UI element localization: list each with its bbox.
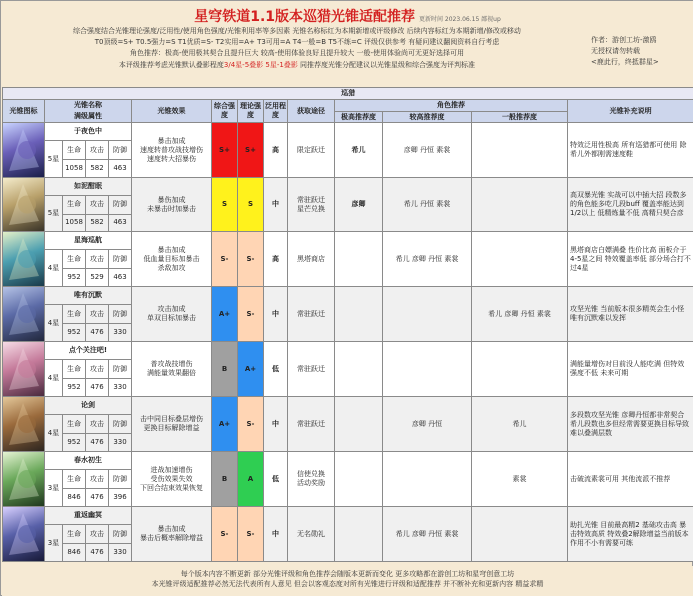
very-high-roles [335, 397, 383, 452]
table-row [3, 342, 693, 360]
normal-roles: 素裳 [472, 452, 568, 507]
col-attr: 满级属性 [45, 112, 132, 123]
lightcone-icon [3, 178, 45, 232]
intro-line-4-tail: 同推荐度光锥分配建议以光锥星级和综合强度为评判标准 [297, 60, 476, 69]
lightcone-note: 满能量增伤对目前没人能吃满 但特效强度不低 未来可期 [568, 342, 693, 397]
def-label: 防御 [109, 470, 132, 489]
very-high-roles [335, 452, 383, 507]
source: 限定跃迁 [288, 123, 335, 178]
section-title: 巡猎 [3, 88, 693, 100]
star-rank: 5星 [45, 196, 63, 232]
normal-roles: 希儿 彦卿 丹恒 素裳 [472, 287, 568, 342]
lightcone-table [2, 87, 693, 562]
lightcone-name: 春水初生 [45, 452, 132, 470]
lightcone-name: 如泥酣眠 [45, 178, 132, 196]
lightcone-name: 论剑 [45, 397, 132, 415]
hp-label: 生命 [63, 470, 86, 489]
atk-value: 476 [86, 324, 109, 342]
lightcone-icon [3, 507, 45, 562]
atk-label: 攻击 [86, 141, 109, 160]
effect-line: 速度转大招暴伤 [147, 154, 196, 163]
footer-line-1: 每个版本内容不断更新 部分光锥评级和角色推荐会随版本更新而变化 更多攻略都在游创工坊和星穹创意工坊 [180, 570, 515, 578]
lightcone-note: 多段数攻坚光锥 彦卿丹恒都非常契合 希儿段数也多但经常需要更换目标导致难以叠满层数 [568, 397, 693, 452]
def-value: 463 [109, 160, 132, 178]
very-high-roles: 彦卿 [335, 178, 383, 232]
very-high-roles [335, 507, 383, 562]
normal-roles [472, 507, 568, 562]
high-roles: 彦卿 丹恒 [383, 397, 472, 452]
lightcone-effect [132, 507, 212, 562]
effect-line: 下回合结束效果恢复 [140, 483, 203, 492]
col-name: 光锥名称 [45, 100, 132, 112]
col-overall: 综合强度 [212, 100, 238, 123]
source: 常驻跃迁 [288, 397, 335, 452]
very-high-roles [335, 287, 383, 342]
atk-label: 攻击 [86, 470, 109, 489]
lightcone-icon [3, 342, 45, 397]
lightcone-art [3, 232, 44, 286]
overall-grade: B [212, 342, 238, 397]
intro-line-2: T0顶级=S+ T0.5强力=S T1优质=S- T2实用=A+ T3可用=A T4一般=B T5不练=C 评级仅供参考 有疑问建议翻阅资料自行考虑 [94, 38, 500, 47]
lightcone-icon [3, 232, 45, 287]
hp-value: 1058 [63, 214, 86, 232]
lightcone-art-icon [3, 287, 44, 341]
usage-level: 高 [264, 232, 288, 287]
hp-value: 846 [63, 489, 86, 507]
effect-line: 进战加速增伤 [150, 465, 193, 474]
hp-value: 952 [63, 324, 86, 342]
col-roles: 角色推荐 [335, 100, 568, 112]
table-row [3, 123, 693, 141]
theory-grade: S- [238, 232, 264, 287]
def-value: 330 [109, 434, 132, 452]
intro-line-4-red: 3/4星-5叠影 5星-1叠影 [223, 60, 298, 69]
lightcone-art [3, 287, 44, 341]
lightcone-art [3, 342, 44, 396]
lightcone-effect [132, 178, 212, 232]
lightcone-art [3, 178, 44, 231]
effect-line: 满能量效果翻倍 [147, 369, 196, 377]
effect-line: 低血量目标加暴击 [143, 254, 200, 263]
star-rank: 3星 [45, 470, 63, 507]
normal-roles [472, 342, 568, 397]
overall-grade: B [212, 452, 238, 507]
normal-roles [472, 178, 568, 232]
usage-level: 低 [264, 452, 288, 507]
header [1, 1, 693, 87]
def-value: 396 [109, 489, 132, 507]
atk-label: 攻击 [86, 525, 109, 544]
high-roles: 希儿 彦卿 丹恒 素裳 [383, 507, 472, 562]
page-title [1, 6, 693, 26]
normal-roles [472, 123, 568, 178]
slogan-line: <鹿此行，终抵群星> [591, 58, 659, 66]
lightcone-art-icon [3, 397, 44, 451]
lightcone-art [3, 507, 44, 561]
star-rank: 4星 [45, 250, 63, 287]
effect-line: 暴击加成 [157, 245, 186, 254]
overall-grade: S- [212, 232, 238, 287]
intro-line-3: 角色推荐：极高-使用极其契合且提升巨大 较高-使用体验良好且提升较大 一般-使用体验尚可无更好选择可用 [129, 49, 465, 58]
theory-grade: S- [238, 397, 264, 452]
source: 常驻跃迁 星芒兑换 [288, 178, 335, 232]
lightcone-icon [3, 123, 45, 178]
table-row [3, 507, 693, 525]
intro-line-4-head: 本评级推荐考虑光锥默认叠影程度 [118, 60, 224, 69]
theory-grade: A [238, 452, 264, 507]
high-roles: 彦卿 丹恒 素裳 [383, 123, 472, 178]
col-source: 获取途径 [288, 100, 335, 123]
effect-line: 单双目标加暴击 [147, 314, 196, 322]
hp-label: 生命 [63, 250, 86, 269]
lightcone-effect [132, 287, 212, 342]
effect-line: 受伤效果失效 [150, 474, 193, 483]
very-high-roles: 希儿 [335, 123, 383, 178]
atk-label: 攻击 [86, 250, 109, 269]
atk-value: 529 [86, 269, 109, 287]
effect-line: 速度转普攻战技增伤 [140, 145, 203, 154]
lightcone-note: 击破流素裳可用 其他流派不推荐 [568, 452, 693, 507]
star-rank: 5星 [45, 141, 63, 178]
lightcone-note: 高双暴光锥 实战可以中插大招 段数多的角色能多吃几段buff 覆盖率能达到1/2以上 低精炼量不低 高精只契合彦 [568, 178, 693, 232]
col-normal: 一般推荐度 [472, 112, 568, 123]
intro-line-4 [7, 60, 587, 71]
hp-label: 生命 [63, 196, 86, 215]
lightcone-name: 于夜色中 [45, 123, 132, 141]
theory-grade: S+ [238, 123, 264, 178]
theory-grade: S- [238, 507, 264, 562]
lightcone-note: 特效泛用性极高 所有巡猎都可使用 除希儿外都刚需速度鞋 [568, 123, 693, 178]
lightcone-art-icon [3, 123, 44, 177]
effect-line: 暴击加成 [157, 136, 186, 145]
atk-value: 476 [86, 379, 109, 397]
def-label: 防御 [109, 525, 132, 544]
lightcone-name: 星海巡航 [45, 232, 132, 250]
atk-label: 攻击 [86, 360, 109, 379]
col-high: 较高推荐度 [383, 112, 472, 123]
hp-label: 生命 [63, 415, 86, 434]
col-icon: 光锥图标 [3, 100, 45, 123]
lightcone-icon [3, 397, 45, 452]
effect-line: 未暴击时加暴击 [147, 204, 196, 213]
lightcone-effect [132, 452, 212, 507]
col-very-high: 极高推荐度 [335, 112, 383, 123]
lightcone-art-icon [3, 178, 44, 231]
hp-value: 952 [63, 269, 86, 287]
lightcone-note: 攻坚光锥 当前版本很多精英会生小怪 唯有沉默难以发挥 [568, 287, 693, 342]
update-time: 更新时间 2023.06.15 鄙视up [419, 16, 501, 23]
very-high-roles [335, 232, 383, 287]
lightcone-effect [132, 342, 212, 397]
lightcone-art-icon [3, 507, 44, 561]
hp-label: 生命 [63, 525, 86, 544]
atk-label: 攻击 [86, 196, 109, 215]
lightcone-name: 唯有沉默 [45, 287, 132, 305]
hp-label: 生命 [63, 360, 86, 379]
lightcone-icon [3, 452, 45, 507]
copyright-line: 无授权请勿转载 [591, 47, 640, 55]
effect-line: 普攻战技增伤 [150, 360, 193, 368]
source: 黑塔商店 [288, 232, 335, 287]
theory-grade: A+ [238, 342, 264, 397]
atk-label: 攻击 [86, 305, 109, 324]
table-row [3, 452, 693, 470]
star-rank: 4星 [45, 415, 63, 452]
lightcone-note: 助扎光锥 目前最高精2 基础攻击高 暴击特效高质 特效叠2解除增益当前版本作用不小有需要可练 [568, 507, 693, 562]
def-value: 330 [109, 324, 132, 342]
footer-line-2: 本光锥评级适配推荐必然无法代表所有人意见 但会以客观态度对所有光锥进行评级和适配推荐 并不断补充和更新内容 精益求精 [151, 580, 544, 588]
col-effect: 光锥效果 [132, 100, 212, 123]
lightcone-effect [132, 397, 212, 452]
hp-value: 1058 [63, 160, 86, 178]
usage-level: 中 [264, 507, 288, 562]
hp-value: 952 [63, 379, 86, 397]
title-text: 星穹铁道1.1版本巡猎光锥适配推荐 [194, 9, 416, 25]
table-row [3, 232, 693, 250]
high-roles [383, 452, 472, 507]
col-usage: 泛用程度 [264, 100, 288, 123]
table-row [3, 397, 693, 415]
lightcone-icon [3, 287, 45, 342]
hp-label: 生命 [63, 305, 86, 324]
lightcone-art [3, 397, 44, 451]
def-label: 防御 [109, 196, 132, 215]
table-body [3, 123, 693, 562]
overall-grade: A+ [212, 397, 238, 452]
theory-grade: S- [238, 287, 264, 342]
usage-level: 中 [264, 287, 288, 342]
hp-value: 952 [63, 434, 86, 452]
overall-grade: S- [212, 507, 238, 562]
def-value: 330 [109, 379, 132, 397]
lightcone-effect [132, 123, 212, 178]
table-row [3, 178, 693, 196]
normal-roles: 希儿 [472, 397, 568, 452]
normal-roles [472, 232, 568, 287]
lightcone-name: 重返幽冥 [45, 507, 132, 525]
intro-lines [7, 26, 587, 71]
col-note: 光锥补充说明 [568, 100, 693, 123]
col-theory: 理论强度 [238, 100, 264, 123]
usage-level: 中 [264, 178, 288, 232]
lightcone-art-icon [3, 342, 44, 396]
table-row [3, 287, 693, 305]
author-block [591, 35, 691, 68]
high-roles: 希儿 丹恒 素裳 [383, 178, 472, 232]
overall-grade: S+ [212, 123, 238, 178]
author-line: 作者：游创工坊-激鸥 [591, 36, 657, 44]
lightcone-art [3, 123, 44, 177]
def-value: 463 [109, 269, 132, 287]
atk-value: 582 [86, 214, 109, 232]
high-roles: 希儿 彦卿 丹恒 素裳 [383, 232, 472, 287]
lightcone-note: 黑塔商店白嫖满叠 性价比高 面板介于4-5星之间 特效覆盖率低 部分场合打不过4星 [568, 232, 693, 287]
star-rank: 4星 [45, 360, 63, 397]
atk-value: 476 [86, 489, 109, 507]
atk-value: 476 [86, 544, 109, 562]
theory-grade: S [238, 178, 264, 232]
atk-value: 582 [86, 160, 109, 178]
effect-line: 杀敌加攻 [157, 263, 186, 272]
effect-line: 暴击后概率解除增益 [140, 534, 203, 542]
source: 常驻跃迁 [288, 342, 335, 397]
high-roles [383, 342, 472, 397]
usage-level: 低 [264, 342, 288, 397]
lightcone-art [3, 452, 44, 506]
high-roles [383, 287, 472, 342]
lightcone-effect [132, 232, 212, 287]
effect-line: 击中同目标叠层增伤 [140, 415, 203, 423]
overall-grade: A+ [212, 287, 238, 342]
atk-label: 攻击 [86, 415, 109, 434]
usage-level: 中 [264, 397, 288, 452]
hp-value: 846 [63, 544, 86, 562]
source: 无名勋礼 [288, 507, 335, 562]
def-label: 防御 [109, 250, 132, 269]
def-label: 防御 [109, 141, 132, 160]
footer [2, 566, 693, 596]
def-value: 330 [109, 544, 132, 562]
star-rank: 4星 [45, 305, 63, 342]
usage-level: 高 [264, 123, 288, 178]
lightcone-art-icon [3, 232, 44, 286]
overall-grade: S [212, 178, 238, 232]
intro-line-1: 综合强度结合光锥理论强度/泛用性/使用角色强度/光锥利用率等多因素 光锥名称标红为本期新增或评级修改 后续内容标红为本期新增/修改或移动 [73, 27, 521, 35]
effect-line: 更换目标解除增益 [143, 424, 200, 432]
effect-line: 暴击加成 [157, 525, 186, 533]
effect-line: 攻击加成 [157, 305, 186, 313]
source: 信使兑换 活动奖励 [288, 452, 335, 507]
source: 常驻跃迁 [288, 287, 335, 342]
atk-value: 476 [86, 434, 109, 452]
def-label: 防御 [109, 415, 132, 434]
effect-line: 暴伤加成 [157, 195, 186, 204]
star-rank: 3星 [45, 525, 63, 562]
lightcone-name: 点个关注吧! [45, 342, 132, 360]
def-value: 463 [109, 214, 132, 232]
def-label: 防御 [109, 360, 132, 379]
lightcone-art-icon [3, 452, 44, 506]
hp-label: 生命 [63, 141, 86, 160]
def-label: 防御 [109, 305, 132, 324]
very-high-roles [335, 342, 383, 397]
